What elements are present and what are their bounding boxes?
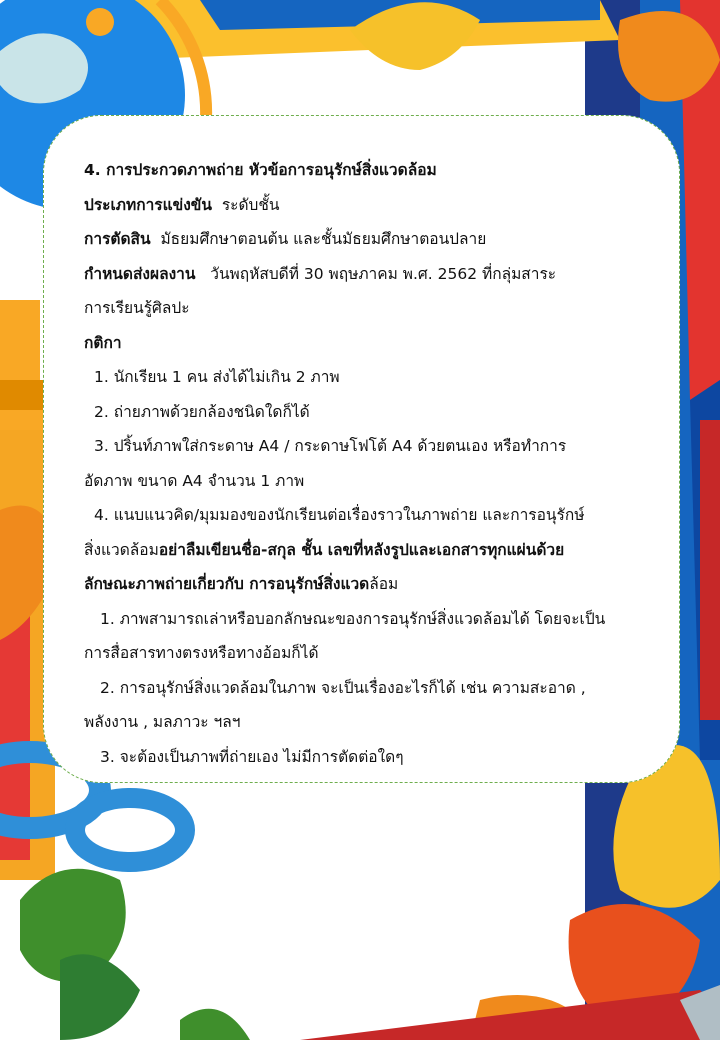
deadline-value: วันพฤหัสบดีที่ 30 พฤษภาคม พ.ศ. 2562 ที่กลุ่มสาระ [210,264,557,283]
competition-type-row [84,188,664,223]
competition-type-label: ประเภทการแข่งขัน [84,195,212,214]
deadline-value-cont: การเรียนรู้ศิลปะ [84,299,190,317]
green-leaf-icon [20,869,250,1040]
deadline-row [84,257,664,292]
deadline-label: กำหนดส่งผลงาน [84,264,196,283]
rule-item: 4. แนบแนวคิด/มุมมองของนักเรียนต่อเรื่องราวในภาพถ่าย และการอนุรักษ์ [94,506,585,524]
criteria-item: 2. การอนุรักษ์สิ่งแวดล้อมในภาพ จะเป็นเรื่องอะไรก็ได้ เช่น ความสะอาด , [100,678,586,697]
criteria-heading-normal: ล้อม [369,575,399,593]
judging-value: มัธยมศึกษาตอนต้น และชั้นมัธยมศึกษาตอนปลาย [160,230,487,248]
rule-item: 3. ปริ้นท์ภาพใส่กระดาษ A4 / กระดาษโฟโต้ A4 ด้วยตนเอง หรือทำการ [94,437,567,455]
criteria-item: 3. จะต้องเป็นภาพที่ถ่ายเอง ไม่มีการตัดต่อใดๆ [100,747,404,766]
rule-emphasis: อย่าลืมเขียนชื่อ-สกุล ชั้น เลขที่หลังรูปและเอกสารทุกแผ่นด้วย [158,540,565,559]
rule-item: 2. ถ่ายภาพด้วยกล้องชนิดใดก็ได้ [94,402,310,421]
rule-item: 1. นักเรียน 1 คน ส่งได้ไม่เกิน 2 ภาพ [94,368,340,386]
competition-type-value: ระดับชั้น [221,195,280,214]
rule-item-cont: อัดภาพ ขนาด A4 จำนวน 1 ภาพ [84,471,305,490]
rule-item-cont [84,533,664,568]
criteria-heading [84,567,664,602]
section-title: 4. การประกวดภาพถ่าย หัวข้อการอนุรักษ์สิ่งแวดล้อม [84,161,437,179]
criteria-item-cont: พลังงาน , มลภาวะ ฯลฯ [84,713,241,731]
rules-heading: กติกา [84,333,122,352]
rule-text: สิ่งแวดล้อม [84,540,159,559]
criteria-heading-bold: ลักษณะภาพถ่ายเกี่ยวกับ การอนุรักษ์สิ่งแวด [84,575,370,593]
judging-row [84,222,664,257]
judging-label: การตัดสิน [84,230,151,248]
document-body [84,153,664,774]
criteria-item: 1. ภาพสามารถเล่าหรือบอกลักษณะของการอนุรักษ์สิ่งแวดล้อมได้ โดยจะเป็น [100,609,606,628]
criteria-item-cont: การสื่อสารทางตรงหรือทางอ้อมก็ได้ [84,644,319,662]
